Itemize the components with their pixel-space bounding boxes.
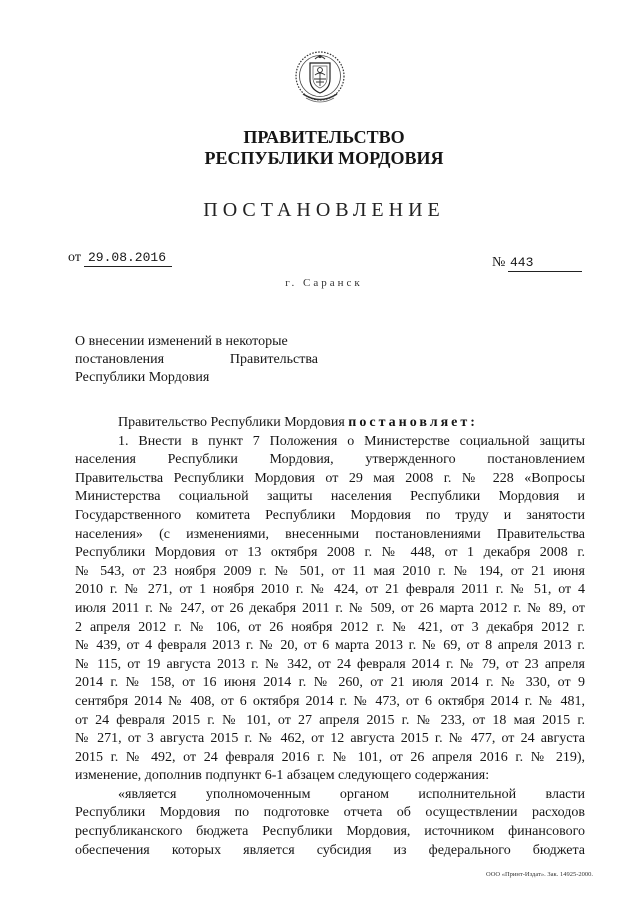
date-prefix: от (68, 250, 81, 265)
coat-of-arms-icon (293, 48, 347, 106)
body-line: 2010 г. № 271, от 1 ноября 2010 г. № 424, от 21 февраля 2011 г. № 51, от 4 (75, 582, 585, 598)
title-line: Республики Мордовия (75, 370, 210, 385)
body-line: населения» (с изменениями, внесенными постановлениями Правительства (75, 526, 585, 542)
document-body (75, 414, 585, 860)
intro-line (75, 414, 585, 433)
body-line: № 543, от 23 ноября 2009 г. № 501, от 11 мая 2010 г. № 194, от 21 июня (75, 563, 585, 579)
body-line: 2015 г. № 492, от 24 февраля 2016 г. № 101, от 26 апреля 2016 г. № 219), (75, 749, 585, 765)
body-line: Государственного комитета Республики Мордовия по труду и занятости (75, 507, 585, 523)
number-prefix: № (492, 255, 506, 270)
body-line: сентября 2014 № 408, от 6 октября 2014 г. № 473, от 6 октября 2014 г. № 481, (75, 693, 585, 709)
body-line: изменение, дополнив подпункт 6-1 абзацем следующего содержания: (75, 768, 490, 784)
body-line: июля 2011 г. № 247, от 26 декабря 2011 г. № 509, от 26 марта 2012 г. № 89, от (75, 600, 585, 616)
body-line: Республики Мордовия от 13 октября 2008 г. № 448, от 1 декабря 2008 г. (75, 545, 585, 561)
body-line: от 24 февраля 2015 г. № 101, от 27 апреля 2015 г. № 233, от 18 мая 2015 г. (75, 712, 585, 728)
body-line: Республики Мордовия по подготовке отчета об осуществлении расходов (75, 805, 585, 821)
coat-of-arms-emblem (293, 48, 347, 106)
body-line: Правительства Республики Мордовия от 29 мая 2008 г. № 228 «Вопросы (75, 470, 585, 486)
body-line: «является уполномоченным органом исполнительной власти (118, 786, 585, 802)
title-line: О внесении изменений в некоторые (75, 334, 288, 349)
body-line: 2 апреля 2012 г. № 106, от 26 ноября 2012 г. № 421, от 3 декабря 2012 г. (75, 619, 585, 635)
body-line: 1. Внести в пункт 7 Положения о Министерстве социальной защиты (118, 433, 585, 449)
body-line: № 271, от 3 августа 2015 г. № 462, от 12 августа 2015 г. № 477, от 24 августа (75, 731, 585, 747)
intro-text: Правительство Республики Мордовия (118, 415, 345, 430)
document-type: ПОСТАНОВЛЕНИЕ (203, 199, 445, 221)
org-name-line1: ПРАВИТЕЛЬСТВО (243, 127, 405, 147)
body-line: обеспечения которых является субсидия из федерального бюджета (75, 842, 585, 858)
printer-imprint: ООО «Принт-Издат». Зак. 14925-2000. (486, 871, 593, 878)
intro-verb: постановляет: (348, 415, 478, 430)
document-date: 29.08.2016 (84, 249, 172, 267)
body-line: № 439, от 4 февраля 2013 г. № 20, от 6 марта 2013 г. № 69, от 8 апреля 2013 г. (75, 638, 585, 654)
city: г. Саранск (285, 277, 363, 289)
document-title (75, 333, 318, 387)
body-line: Министерства социальной защиты населения Республики Мордовия и (75, 489, 585, 505)
body-line: республиканского бюджета Республики Мордовия, источником финансового (75, 824, 585, 840)
body-line: № 115, от 19 августа 2013 г. № 342, от 24 февраля 2014 г. № 79, от 23 апреля (75, 656, 585, 672)
document-number: 443 (508, 254, 582, 272)
body-line: 2014 г. № 158, от 16 июня 2014 г. № 260, от 21 июля 2014 г. № 330, от 9 (75, 675, 585, 691)
title-line: постановления Правительства (75, 352, 318, 367)
body-line: населения Республики Мордовия, утвержденного постановлением (75, 452, 585, 468)
org-name-line2: РЕСПУБЛИКИ МОРДОВИЯ (204, 148, 444, 168)
